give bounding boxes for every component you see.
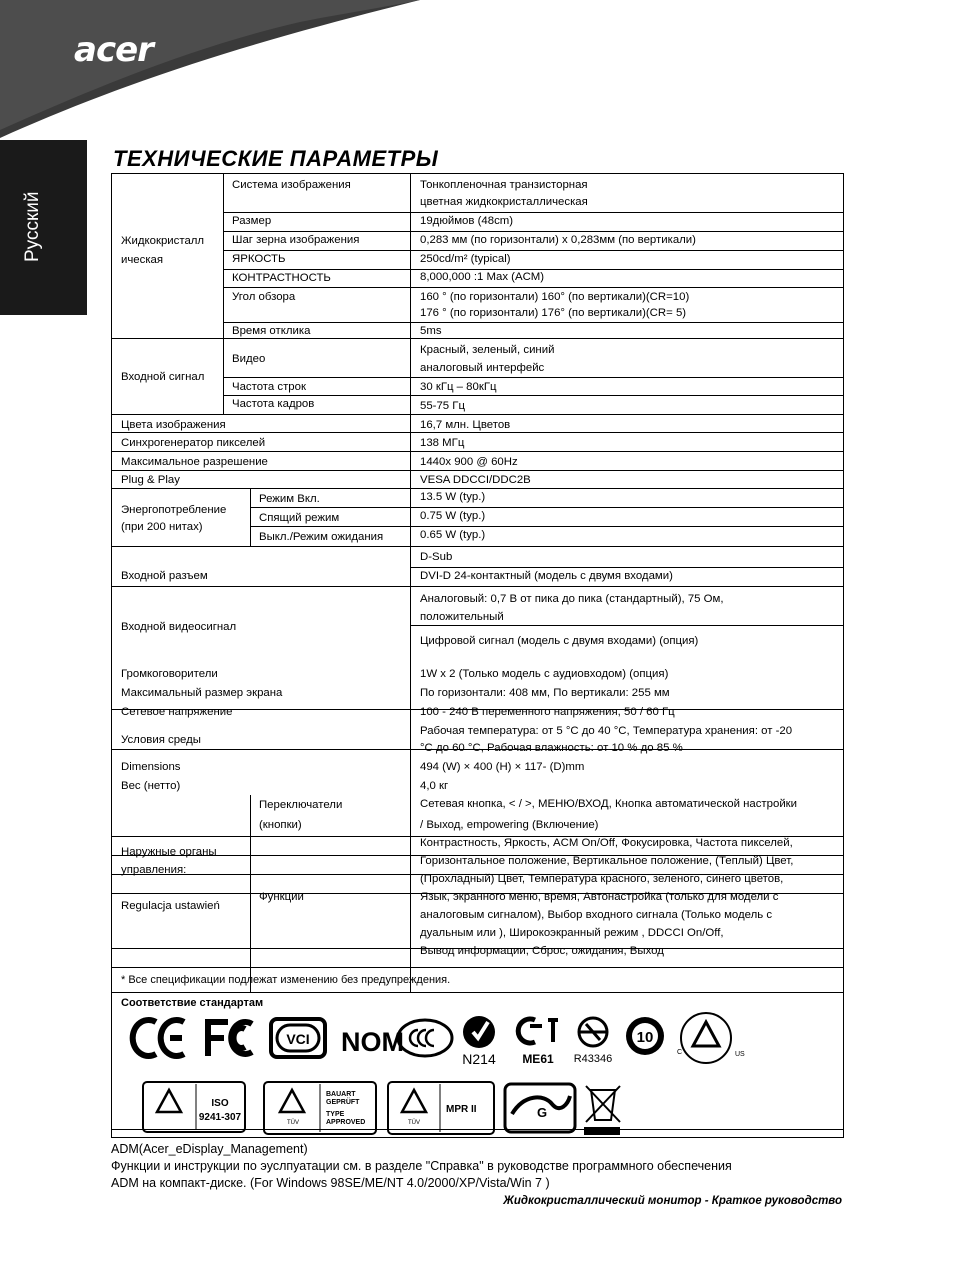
weight-value: 4,0 кг bbox=[420, 780, 449, 792]
power-on-label: Режим Вкл. bbox=[259, 493, 320, 505]
speakers-value: 1W x 2 (Только модель с аудиовходом) (опция) bbox=[420, 668, 669, 680]
tuv-iso-badge bbox=[143, 1082, 245, 1132]
pixel-clock-value: 138 МГц bbox=[420, 437, 465, 449]
environment-value-1: Рабочая температура: от 5 °C до 40 °C, Температура хранения: от -20 bbox=[420, 725, 793, 737]
lcd-contrast-label: КОНТРАСТНОСТЬ bbox=[232, 272, 331, 284]
cert-logos bbox=[112, 174, 843, 1137]
video-value: Красный, зеленый, синий bbox=[420, 344, 555, 356]
colors-value: 16,7 млн. Цветов bbox=[420, 419, 511, 431]
n214-label: N214 bbox=[462, 1051, 496, 1067]
lcd-contrast-value: 8,000,000 :1 Max (ACM) bbox=[420, 271, 545, 283]
pct-icon bbox=[518, 1019, 558, 1066]
dimensions-label: Dimensions bbox=[121, 761, 181, 773]
fc-icon bbox=[208, 1022, 252, 1056]
controls-group-3: Regulacja ustawień bbox=[121, 900, 220, 912]
nom-icon: NOM bbox=[341, 1027, 404, 1057]
svg-text:10: 10 bbox=[636, 1029, 654, 1046]
video-label: Видео bbox=[232, 353, 266, 365]
tuv-na-icon bbox=[677, 1013, 745, 1063]
header-band bbox=[0, 0, 954, 140]
voltage-label: Сетевое напряжение bbox=[121, 706, 233, 718]
power-off-label: Выкл./Режим ожидания bbox=[259, 531, 384, 543]
svg-text:US: US bbox=[735, 1051, 745, 1058]
spec-note: * Все спецификации подлежат изменению без предупреждения. bbox=[121, 974, 451, 986]
speakers-label: Громкоговорители bbox=[121, 668, 218, 680]
lcd-angle-label: Угол обзора bbox=[232, 291, 296, 303]
lcd-size-value: 19дюймов (48cm) bbox=[420, 215, 514, 227]
iso-label: ISO bbox=[211, 1098, 229, 1109]
dimensions-value: 494 (W) × 400 (H) × 117- (D)mm bbox=[420, 761, 585, 773]
video-input-label: Входной видеосигнал bbox=[121, 621, 237, 633]
connector-value-1: D-Sub bbox=[420, 551, 453, 563]
max-screen-label: Максимальный размер экрана bbox=[121, 687, 283, 699]
weight-label: Вес (нетто) bbox=[121, 780, 181, 792]
functions-line-2: Горизонтальное положение, Вертикальное положение, (Теплый) Цвет, bbox=[420, 855, 794, 867]
pixel-clock-label: Синхрогенератор пикселей bbox=[121, 437, 266, 449]
standards-label: Соответствие стандартам bbox=[121, 997, 264, 1009]
switches-label-2: (кнопки) bbox=[259, 819, 302, 831]
vfreq-label: Частота кадров bbox=[232, 398, 315, 410]
c-tick-icon bbox=[462, 1016, 496, 1067]
adm-line-2: ADM на компакт-диске. (For Windows 98SE/ME/NT 4.0/2000/XP/Vista/Win 7 ) bbox=[111, 1176, 550, 1190]
video-input-value-2: Цифровой сигнал (модель с двумя входами) (опция) bbox=[420, 635, 699, 647]
functions-line-1: Контрастность, Яркость, ACM On/Off, Фокусировка, Частота пикселей, bbox=[420, 837, 793, 849]
lcd-system-label: Система изображения bbox=[232, 179, 351, 191]
iso-number: 9241-307 bbox=[198, 1112, 242, 1123]
lcd-size-label: Размер bbox=[232, 215, 272, 227]
connector-label: Входной разъем bbox=[121, 570, 208, 582]
ccc-icon bbox=[398, 1020, 452, 1056]
max-screen-value: По горизонтали: 408 мм, По вертикали: 255 мм bbox=[420, 687, 670, 699]
power-sleep-label: Спящий режим bbox=[259, 512, 340, 524]
mpr-label: MPR II bbox=[446, 1104, 477, 1115]
lcd-system-value: Тонкопленочная транзисторная цветная жидкокристаллическая bbox=[420, 179, 588, 208]
lcd-angle-value-2: 176 ° (по горизонтали) 176° (по вертикали)(CR= 5) bbox=[420, 307, 687, 319]
svg-text:G: G bbox=[537, 1105, 548, 1120]
language-tab-label: Русский bbox=[22, 191, 43, 262]
vcci-icon bbox=[271, 1019, 325, 1057]
adm-title: ADM(Acer_eDisplay_Management) bbox=[111, 1142, 308, 1156]
colors-label: Цвета изображения bbox=[121, 419, 226, 431]
environment-value-2: °C до 60 °C, Рабочая влажность: от 10 % до 85 % bbox=[420, 742, 683, 754]
svg-text:VCI: VCI bbox=[286, 1031, 310, 1047]
max-res-label: Максимальное разрешение bbox=[121, 456, 268, 468]
power-on-value: 13.5 W (typ.) bbox=[420, 491, 486, 503]
lcd-response-label: Время отклика bbox=[232, 325, 311, 337]
type-label: TYPE bbox=[326, 1111, 345, 1118]
acer-logo: acer bbox=[74, 30, 153, 70]
spec-table bbox=[111, 173, 844, 1138]
gepruft-label: GEPRÜFT bbox=[326, 1099, 360, 1106]
tuv-label-1: TÜV bbox=[287, 1120, 299, 1126]
adm-line-1: Функции и инструкции по эуслпуатации см. в разделе "Справка" в руководстве программного обеспечения bbox=[111, 1159, 732, 1173]
controls-group-2: управления: bbox=[121, 864, 187, 876]
input-signal-group: Входной сигнал bbox=[121, 371, 205, 383]
pnp-value: VESA DDCCI/DDC2B bbox=[420, 474, 531, 486]
tuv-mpr-badge bbox=[388, 1082, 494, 1134]
functions-line-6: дуальным или ), Широкоэкранный режим , DDCCI On/Off, bbox=[420, 927, 724, 939]
max-res-value: 1440x 900 @ 60Hz bbox=[420, 456, 518, 468]
video-value-2: аналоговый интерфейс bbox=[420, 362, 545, 374]
lcd-response-value: 5ms bbox=[420, 325, 442, 337]
power-group-2: (при 200 нитах) bbox=[121, 521, 203, 533]
video-input-value-1a: Аналоговый: 0,7 В от пика до пика (стандартный), 75 Ом, bbox=[420, 593, 724, 605]
hfreq-value: 30 кГц – 80кГц bbox=[420, 381, 497, 393]
tuv-bauart-badge bbox=[264, 1082, 376, 1134]
functions-label: Функции bbox=[259, 891, 304, 903]
approved-label: APPROVED bbox=[326, 1119, 366, 1126]
functions-line-5: аналоговым сигналом), Выбор входного сигнала (Только модель с bbox=[420, 909, 773, 921]
bsmi-icon bbox=[574, 1018, 613, 1065]
svg-text:C: C bbox=[677, 1049, 683, 1056]
switches-value-2: / Выход, empowering (Включение) bbox=[420, 819, 599, 831]
switches-label-1: Переключатели bbox=[259, 799, 343, 811]
page-title: ТЕХНИЧЕСКИЕ ПАРАМЕТРЫ bbox=[113, 146, 439, 171]
pnp-label: Plug & Play bbox=[121, 474, 180, 486]
lcd-brightness-label: ЯРКОСТЬ bbox=[232, 253, 286, 265]
bauart-label: BAUART bbox=[326, 1091, 356, 1098]
footer-caption: Жидкокристаллический монитор - Краткое руководство bbox=[503, 1195, 842, 1207]
power-sleep-value: 0.75 W (typ.) bbox=[420, 510, 486, 522]
controls-group-1: Наружные органы bbox=[121, 846, 217, 858]
vfreq-value: 55-75 Гц bbox=[420, 400, 465, 412]
connector-value-2: DVI-D 24-контактный (модель с двумя входами) bbox=[420, 570, 673, 582]
lcd-pitch-label: Шаг зерна изображения bbox=[232, 234, 360, 246]
lcd-brightness-value: 250cd/m² (typical) bbox=[420, 253, 511, 265]
weee-bin-icon bbox=[584, 1086, 620, 1135]
functions-line-7: Вывод информации, Сброс, ожидания, Выход bbox=[420, 945, 664, 957]
voltage-value: 100 - 240 В переменного напряжения, 50 / 60 Гц bbox=[420, 706, 675, 718]
environment-label: Условия среды bbox=[121, 734, 201, 746]
r43346-label: R43346 bbox=[573, 1053, 613, 1065]
switches-value-1: Сетевая кнопка, < / >, МЕНЮ/ВХОД, Кнопка автоматической настройки bbox=[420, 798, 798, 810]
lcd-group-label: Жидкокристалл ическая bbox=[121, 235, 205, 266]
video-input-value-1b: положительный bbox=[420, 611, 504, 623]
lcd-angle-value: 160 ° (по горизонтали) 160° (по вертикали)(CR=10) bbox=[420, 291, 690, 303]
functions-line-3: (Прохладный) Цвет, Температура красного, зеленого, синего цветов, bbox=[420, 873, 784, 885]
hfreq-label: Частота строк bbox=[232, 381, 306, 393]
power-off-value: 0.65 W (typ.) bbox=[420, 529, 486, 541]
tuv-label-2: TÜV bbox=[408, 1120, 420, 1126]
functions-line-4: Язык, экранного меню, время, Автонастройка (только для модели с bbox=[420, 891, 779, 903]
10-year-icon bbox=[626, 1017, 664, 1055]
gs-hands-icon bbox=[505, 1084, 575, 1132]
power-group-1: Энергопотребление bbox=[121, 504, 227, 516]
ce-icon bbox=[133, 1020, 184, 1056]
lcd-pitch-value: 0,283 мм (по горизонтали) x 0,283мм (по вертикали) bbox=[420, 234, 696, 246]
me61-label: ME61 bbox=[522, 1052, 554, 1066]
